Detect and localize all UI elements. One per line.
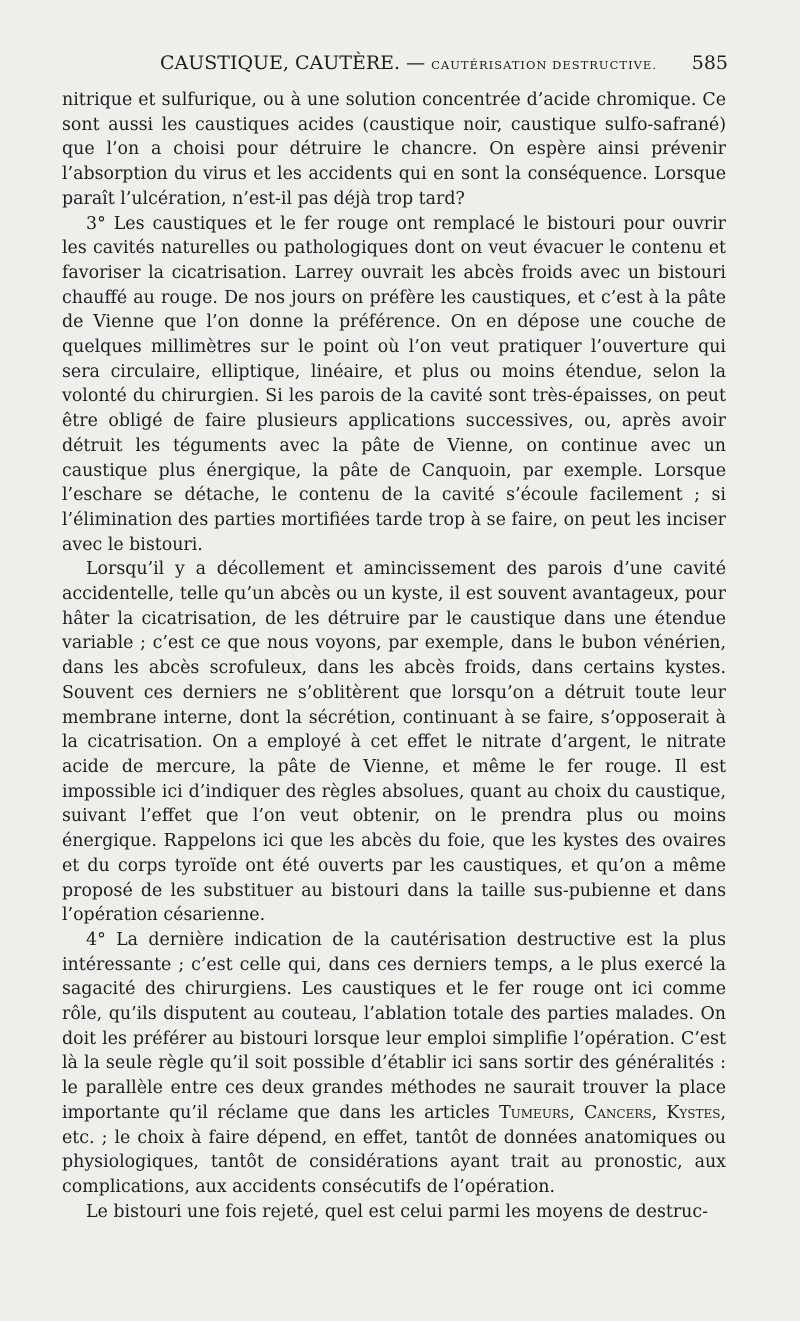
running-title-main: CAUSTIQUE, CAUTÈRE. — xyxy=(160,52,432,74)
running-subtitle: CAUTÉRISATION DESTRUCTIVE. xyxy=(431,58,657,72)
text-segment: , etc. ; le choix à faire dépend, en effet, tantôt de données anatomiques ou physiologiques, tantôt de considérations ayant trait au pronostic, aux complications, aux accidents consécutifs de l’opération. xyxy=(62,1102,726,1197)
paragraph xyxy=(62,557,726,928)
text-segment: nitrique et sulfurique, ou à une solution concentrée d’acide chromique. Ce sont aussi les caustiques acides (caustique noir, caustique sulfo-safrané) que l’on a choisi pour détruire le chancre. On espère ainsi prévenir l’absorption du virus et les accidents qui en sont la conséquence. Lorsque paraît l’ulcération, n’est-il pas déjà trop tard? xyxy=(62,90,726,209)
article-reference: Cancers xyxy=(583,1102,652,1123)
page-number: 585 xyxy=(691,52,728,74)
page-header xyxy=(60,52,728,82)
text-segment: Le bistouri une fois rejeté, quel est celui parmi les moyens de destruc- xyxy=(86,1201,708,1222)
text-segment: 4° La dernière indication de la cautérisation destructive est la plus intéressante ; c’est celle qui, dans ces derniers temps, a le plus exercé la sagacité des chirurgiens. Les caustiques et le fer rouge ont ici comme rôle, qu’ils disputent au couteau, l’ablation totale des parties malades. On doit les préférer au bistouri lorsque leur emploi simplifie l’opération. C’est là la seule règle qu’il soit possible d’établir ici sans sortir des généralités : le parallèle entre ces deux grandes méthodes ne saurait trouver la place importante qu’il réclame que dans les articles xyxy=(62,929,726,1123)
text-segment: , xyxy=(569,1102,584,1123)
running-title xyxy=(160,52,657,74)
body-text xyxy=(62,88,726,1224)
article-reference: Tumeurs xyxy=(499,1102,570,1123)
article-reference: Kystes xyxy=(666,1102,721,1123)
paragraph xyxy=(62,1200,726,1225)
text-segment: Lorsqu’il y a décollement et amincissement des parois d’une cavité accidentelle, telle qu’un abcès ou un kyste, il est souvent avantageux, pour hâter la cicatrisation, de les détruire par le caustique dans une étendue variable ; c’est ce que nous voyons, par exemple, dans le bubon vénérien, dans les abcès scrofuleux, dans les abcès froids, dans certains kystes. Souvent ces derniers ne s’oblitèrent que lorsqu’on a détruit toute leur membrane interne, dont la sécrétion, continuant à se faire, s’opposerait à la cicatrisation. On a employé à cet effet le nitrate d’argent, le nitrate acide de mercure, la pâte de Vienne, et même le fer rouge. Il est impossible ici d’indiquer des règles absolues, quant au choix du caustique, suivant l’effet que l’on veut obtenir, on le prendra plus ou moins énergique. Rappelons ici que les abcès du foie, que les kystes des ovaires et du corps tyroïde ont été ouverts par les caustiques, et qu’on a même proposé de les substituer au bistouri dans la taille sus-pubienne et dans l’opération césarienne. xyxy=(62,559,726,926)
paragraph xyxy=(62,928,726,1200)
paragraph xyxy=(62,212,726,558)
paragraph xyxy=(62,88,726,212)
text-segment: 3° Les caustiques et le fer rouge ont remplacé le bistouri pour ouvrir les cavités naturelles ou pathologiques dont on veut évacuer le contenu et favoriser la cicatrisation. Larrey ouvrait les abcès froids avec un bistouri chauffé au rouge. De nos jours on préfère les caustiques, et c’est à la pâte de Vienne que l’on donne la préférence. On en dépose une couche de quelques millimètres sur le point où l’on veut pratiquer l’ouverture qui sera circulaire, elliptique, linéaire, et plus ou moins étendue, selon la volonté du chirurgien. Si les parois de la cavité sont très-épaisses, on peut être obligé de faire plusieurs applications successives, ou, après avoir détruit les téguments avec la pâte de Vienne, on continue avec un caustique plus énergique, la pâte de Canquoin, par exemple. Lorsque l’eschare se détache, le contenu de la cavité s’écoule facilement ; si l’élimination des parties mortifiées tarde trop à se faire, on peut les inciser avec le bistouri. xyxy=(62,213,726,555)
text-segment: , xyxy=(651,1102,667,1123)
